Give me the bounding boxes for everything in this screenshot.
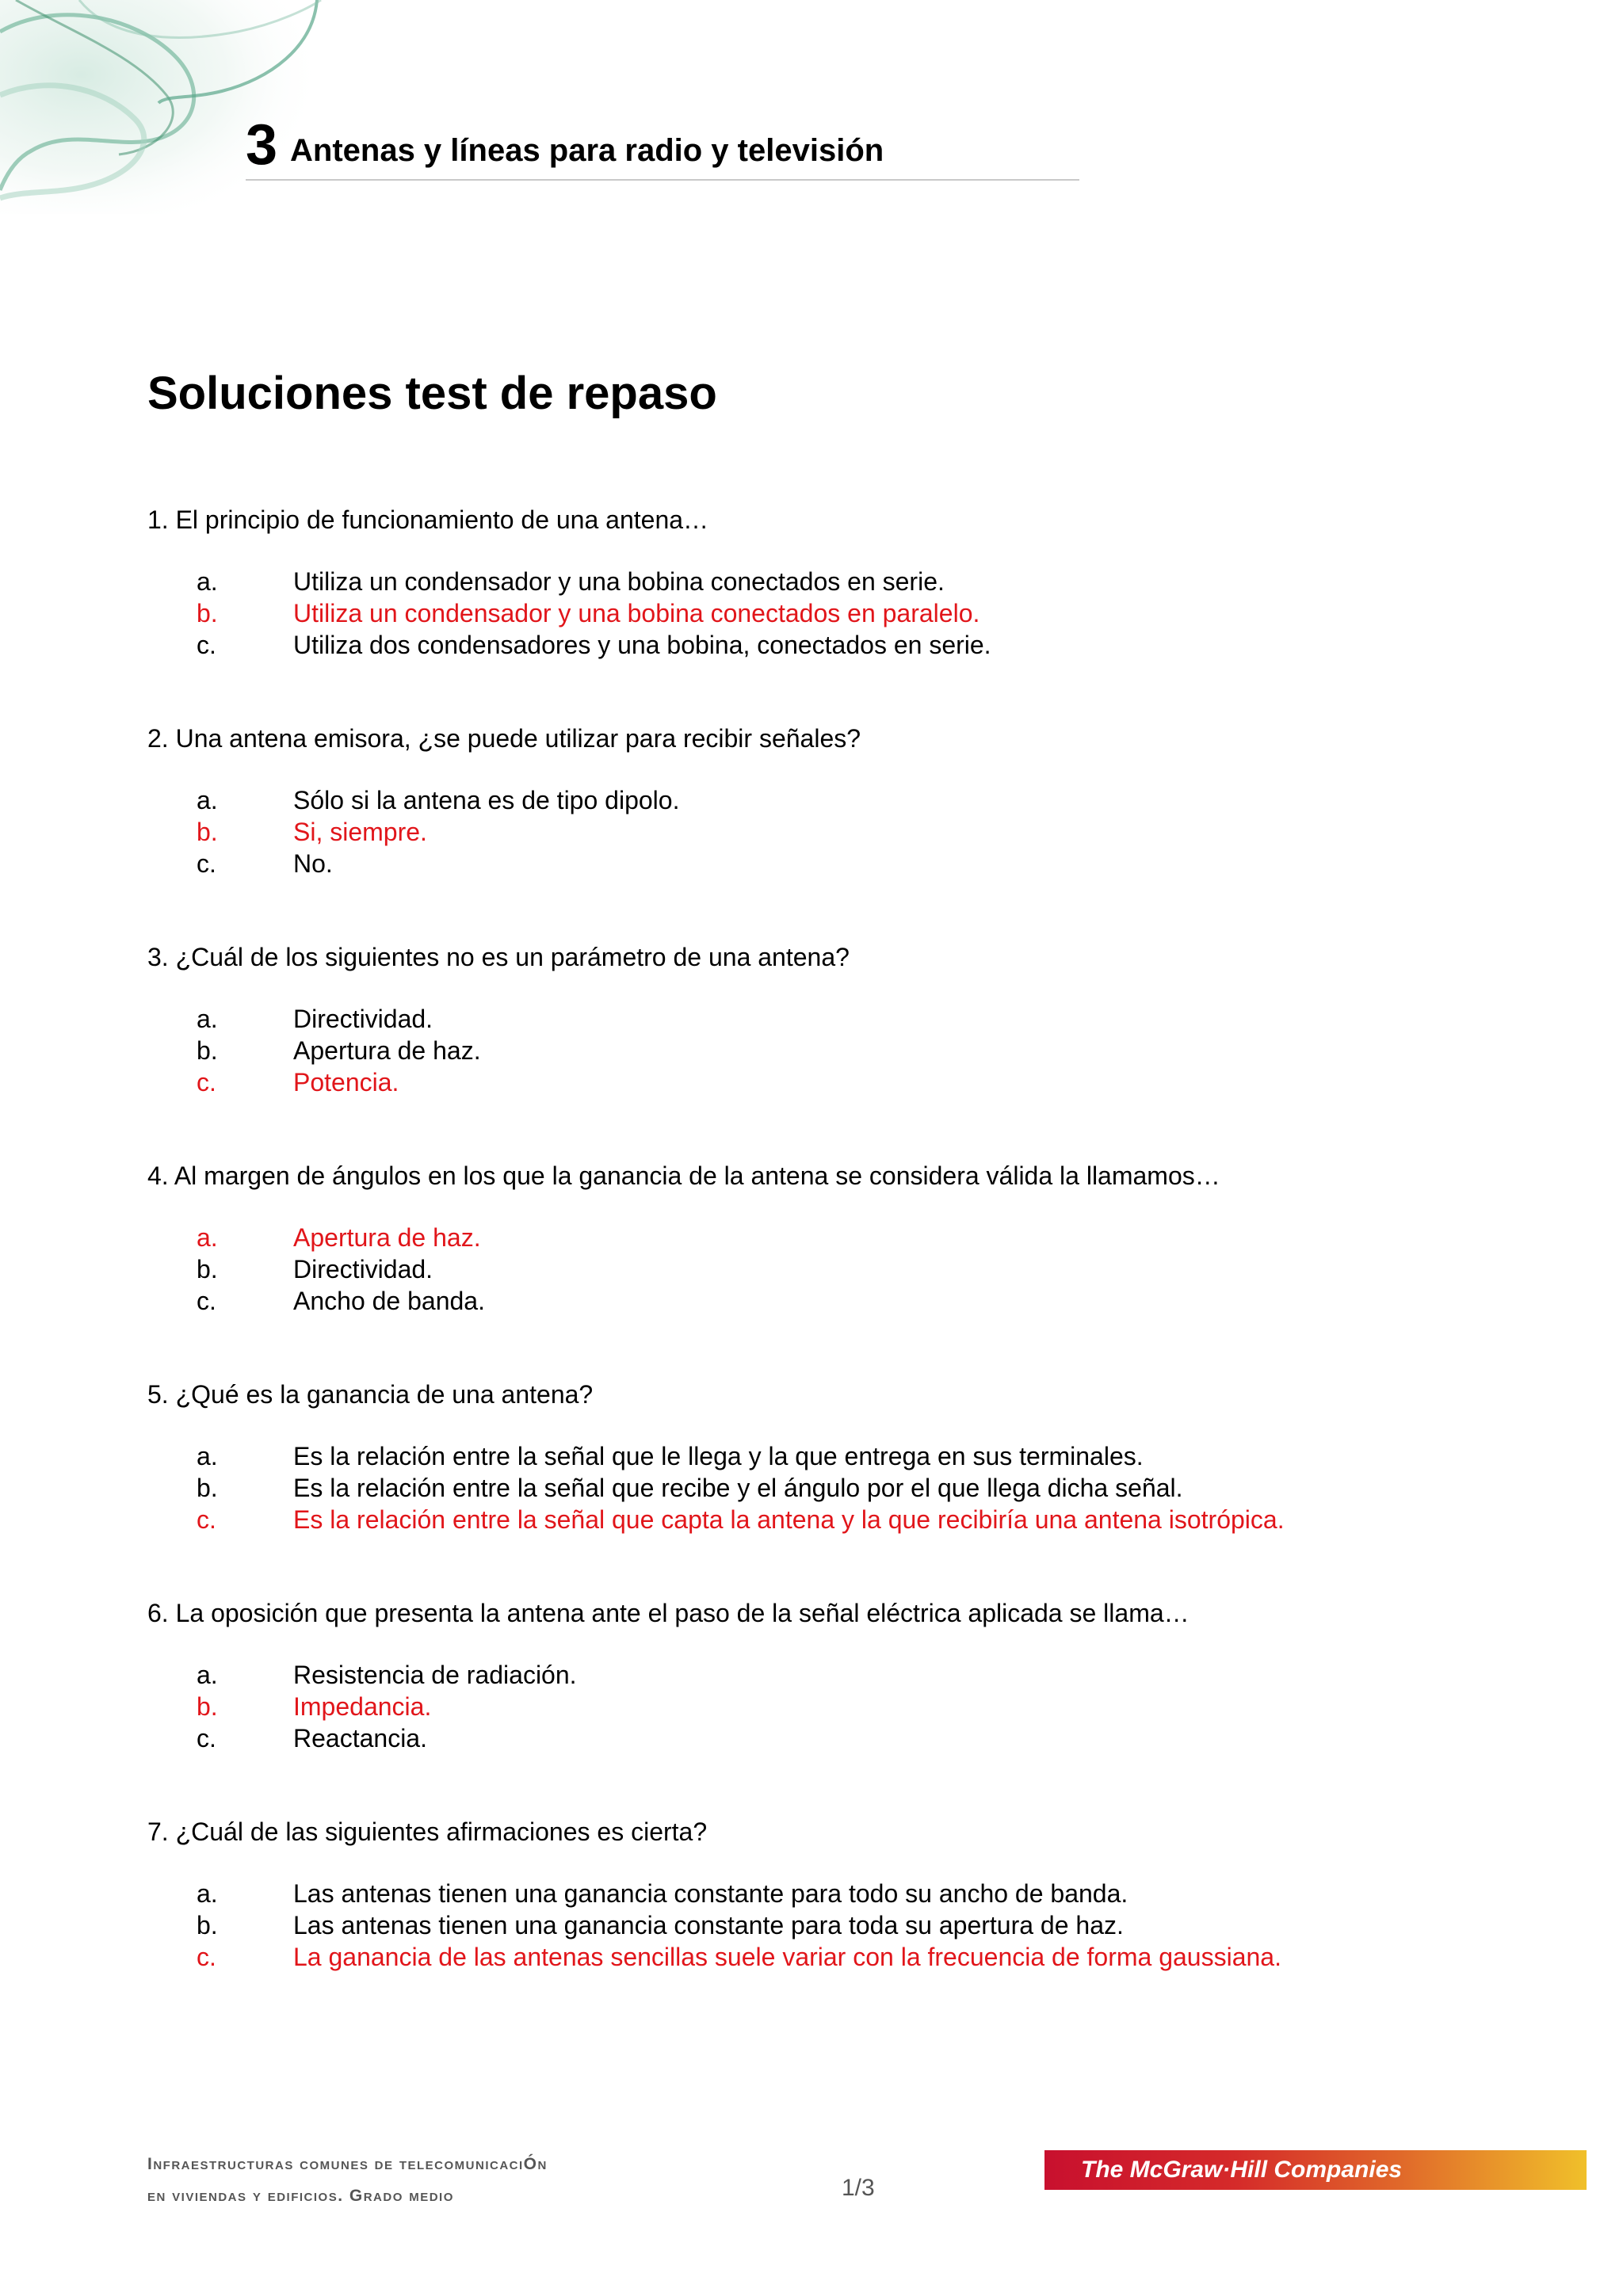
option-letter: a. [197,1661,218,1689]
option-text: Impedancia. [293,1692,432,1721]
answer-option [147,848,1574,879]
option-letter: c. [197,1068,216,1097]
option-text: Las antenas tienen una ganancia constante para todo su ancho de banda. [293,1879,1128,1908]
option-text: Apertura de haz. [293,1036,481,1065]
option-letter: a. [197,1223,218,1252]
answer-option-correct [147,816,1574,848]
answer-option [147,1909,1574,1941]
question-7 [147,1816,1574,1973]
question-list [147,504,1574,2035]
option-letter: b. [197,1911,218,1939]
option-letter: c. [197,1505,216,1534]
option-text: Resistencia de radiación. [293,1661,577,1689]
answer-option-correct [147,597,1574,629]
option-text: La ganancia de las antenas sencillas suele variar con la frecuencia de forma gaussiana. [293,1943,1281,1971]
option-text: Es la relación entre la señal que le llega y la que entrega en sus terminales. [293,1442,1144,1470]
question-1 [147,504,1574,661]
question-text: 3. ¿Cuál de los siguientes no es un parámetro de una antena? [147,943,850,971]
question-text: 6. La oposición que presenta la antena ante el paso de la señal eléctrica aplicada se llama… [147,1599,1190,1627]
question-5 [147,1379,1574,1535]
green-swirl-decoration [0,0,325,214]
footer-book-line-1: Infraestructuras comunes de telecomunicaciÓn [147,2155,548,2173]
option-letter: a. [197,786,218,814]
question-2 [147,723,1574,879]
option-letter: c. [197,1943,216,1971]
question-3 [147,941,1574,1098]
answer-option-correct [147,1222,1574,1253]
option-text: Es la relación entre la señal que recibe y el ángulo por el que llega dicha señal. [293,1474,1183,1502]
option-text: Las antenas tienen una ganancia constante para toda su apertura de haz. [293,1911,1124,1939]
publisher-logo [1044,2150,1587,2190]
answer-option [147,1440,1574,1472]
option-letter: b. [197,1474,218,1502]
publisher-logo-text: The McGraw·Hill Companies [1081,2157,1403,2183]
option-letter: c. [197,1287,216,1315]
option-text: Es la relación entre la señal que capta la antena y la que recibiría una antena isotrópica. [293,1505,1285,1534]
option-letter: b. [197,818,218,846]
chapter-number: 3 [246,113,278,177]
answer-option [147,1472,1574,1504]
question-text: 4. Al margen de ángulos en los que la ganancia de la antena se considera válida la llamamos… [147,1161,1220,1190]
answer-option [147,629,1574,661]
question-6 [147,1597,1574,1754]
answer-option [147,1285,1574,1317]
option-text: Ancho de banda. [293,1287,485,1315]
option-text: Utiliza un condensador y una bobina conectados en serie. [293,567,945,596]
option-text: Reactancia. [293,1724,427,1753]
chapter-header [246,111,1079,181]
option-letter: c. [197,849,216,878]
option-text: Directividad. [293,1255,433,1283]
option-text: Utiliza dos condensadores y una bobina, conectados en serie. [293,631,991,659]
question-4 [147,1160,1574,1317]
answer-option [147,784,1574,816]
answer-option-correct [147,1691,1574,1722]
question-text: 1. El principio de funcionamiento de una antena… [147,505,709,534]
question-text: 2. Una antena emisora, ¿se puede utilizar para recibir señales? [147,724,861,753]
option-letter: b. [197,1036,218,1065]
chapter-title: Antenas y líneas para radio y televisión [290,133,884,168]
answer-option [147,1003,1574,1035]
question-text: 5. ¿Qué es la ganancia de una antena? [147,1380,594,1409]
answer-option [147,1878,1574,1909]
page-title: Soluciones test de repaso [147,368,717,419]
answer-option [147,1722,1574,1754]
option-letter: a. [197,567,218,596]
answer-option-correct [147,1504,1574,1535]
answer-option [147,1659,1574,1691]
page-number: 1/3 [842,2175,875,2201]
option-text: Utiliza un condensador y una bobina conectados en paralelo. [293,599,980,627]
option-letter: a. [197,1005,218,1033]
footer-book-title [147,2149,548,2212]
footer-book-line-2: en viviendas y edificios. Grado medio [147,2187,454,2205]
option-letter: a. [197,1879,218,1908]
option-text: No. [293,849,333,878]
option-letter: c. [197,1724,216,1753]
option-letter: c. [197,631,216,659]
option-text: Potencia. [293,1068,399,1097]
option-text: Apertura de haz. [293,1223,481,1252]
option-text: Directividad. [293,1005,433,1033]
option-letter: b. [197,599,218,627]
answer-option [147,1035,1574,1066]
option-text: Si, siempre. [293,818,427,846]
option-letter: a. [197,1442,218,1470]
answer-option [147,1253,1574,1285]
answer-option-correct [147,1941,1574,1973]
option-letter: b. [197,1692,218,1721]
option-text: Sólo si la antena es de tipo dipolo. [293,786,680,814]
option-letter: b. [197,1255,218,1283]
question-text: 7. ¿Cuál de las siguientes afirmaciones es cierta? [147,1817,708,1846]
answer-option-correct [147,1066,1574,1098]
answer-option [147,566,1574,597]
